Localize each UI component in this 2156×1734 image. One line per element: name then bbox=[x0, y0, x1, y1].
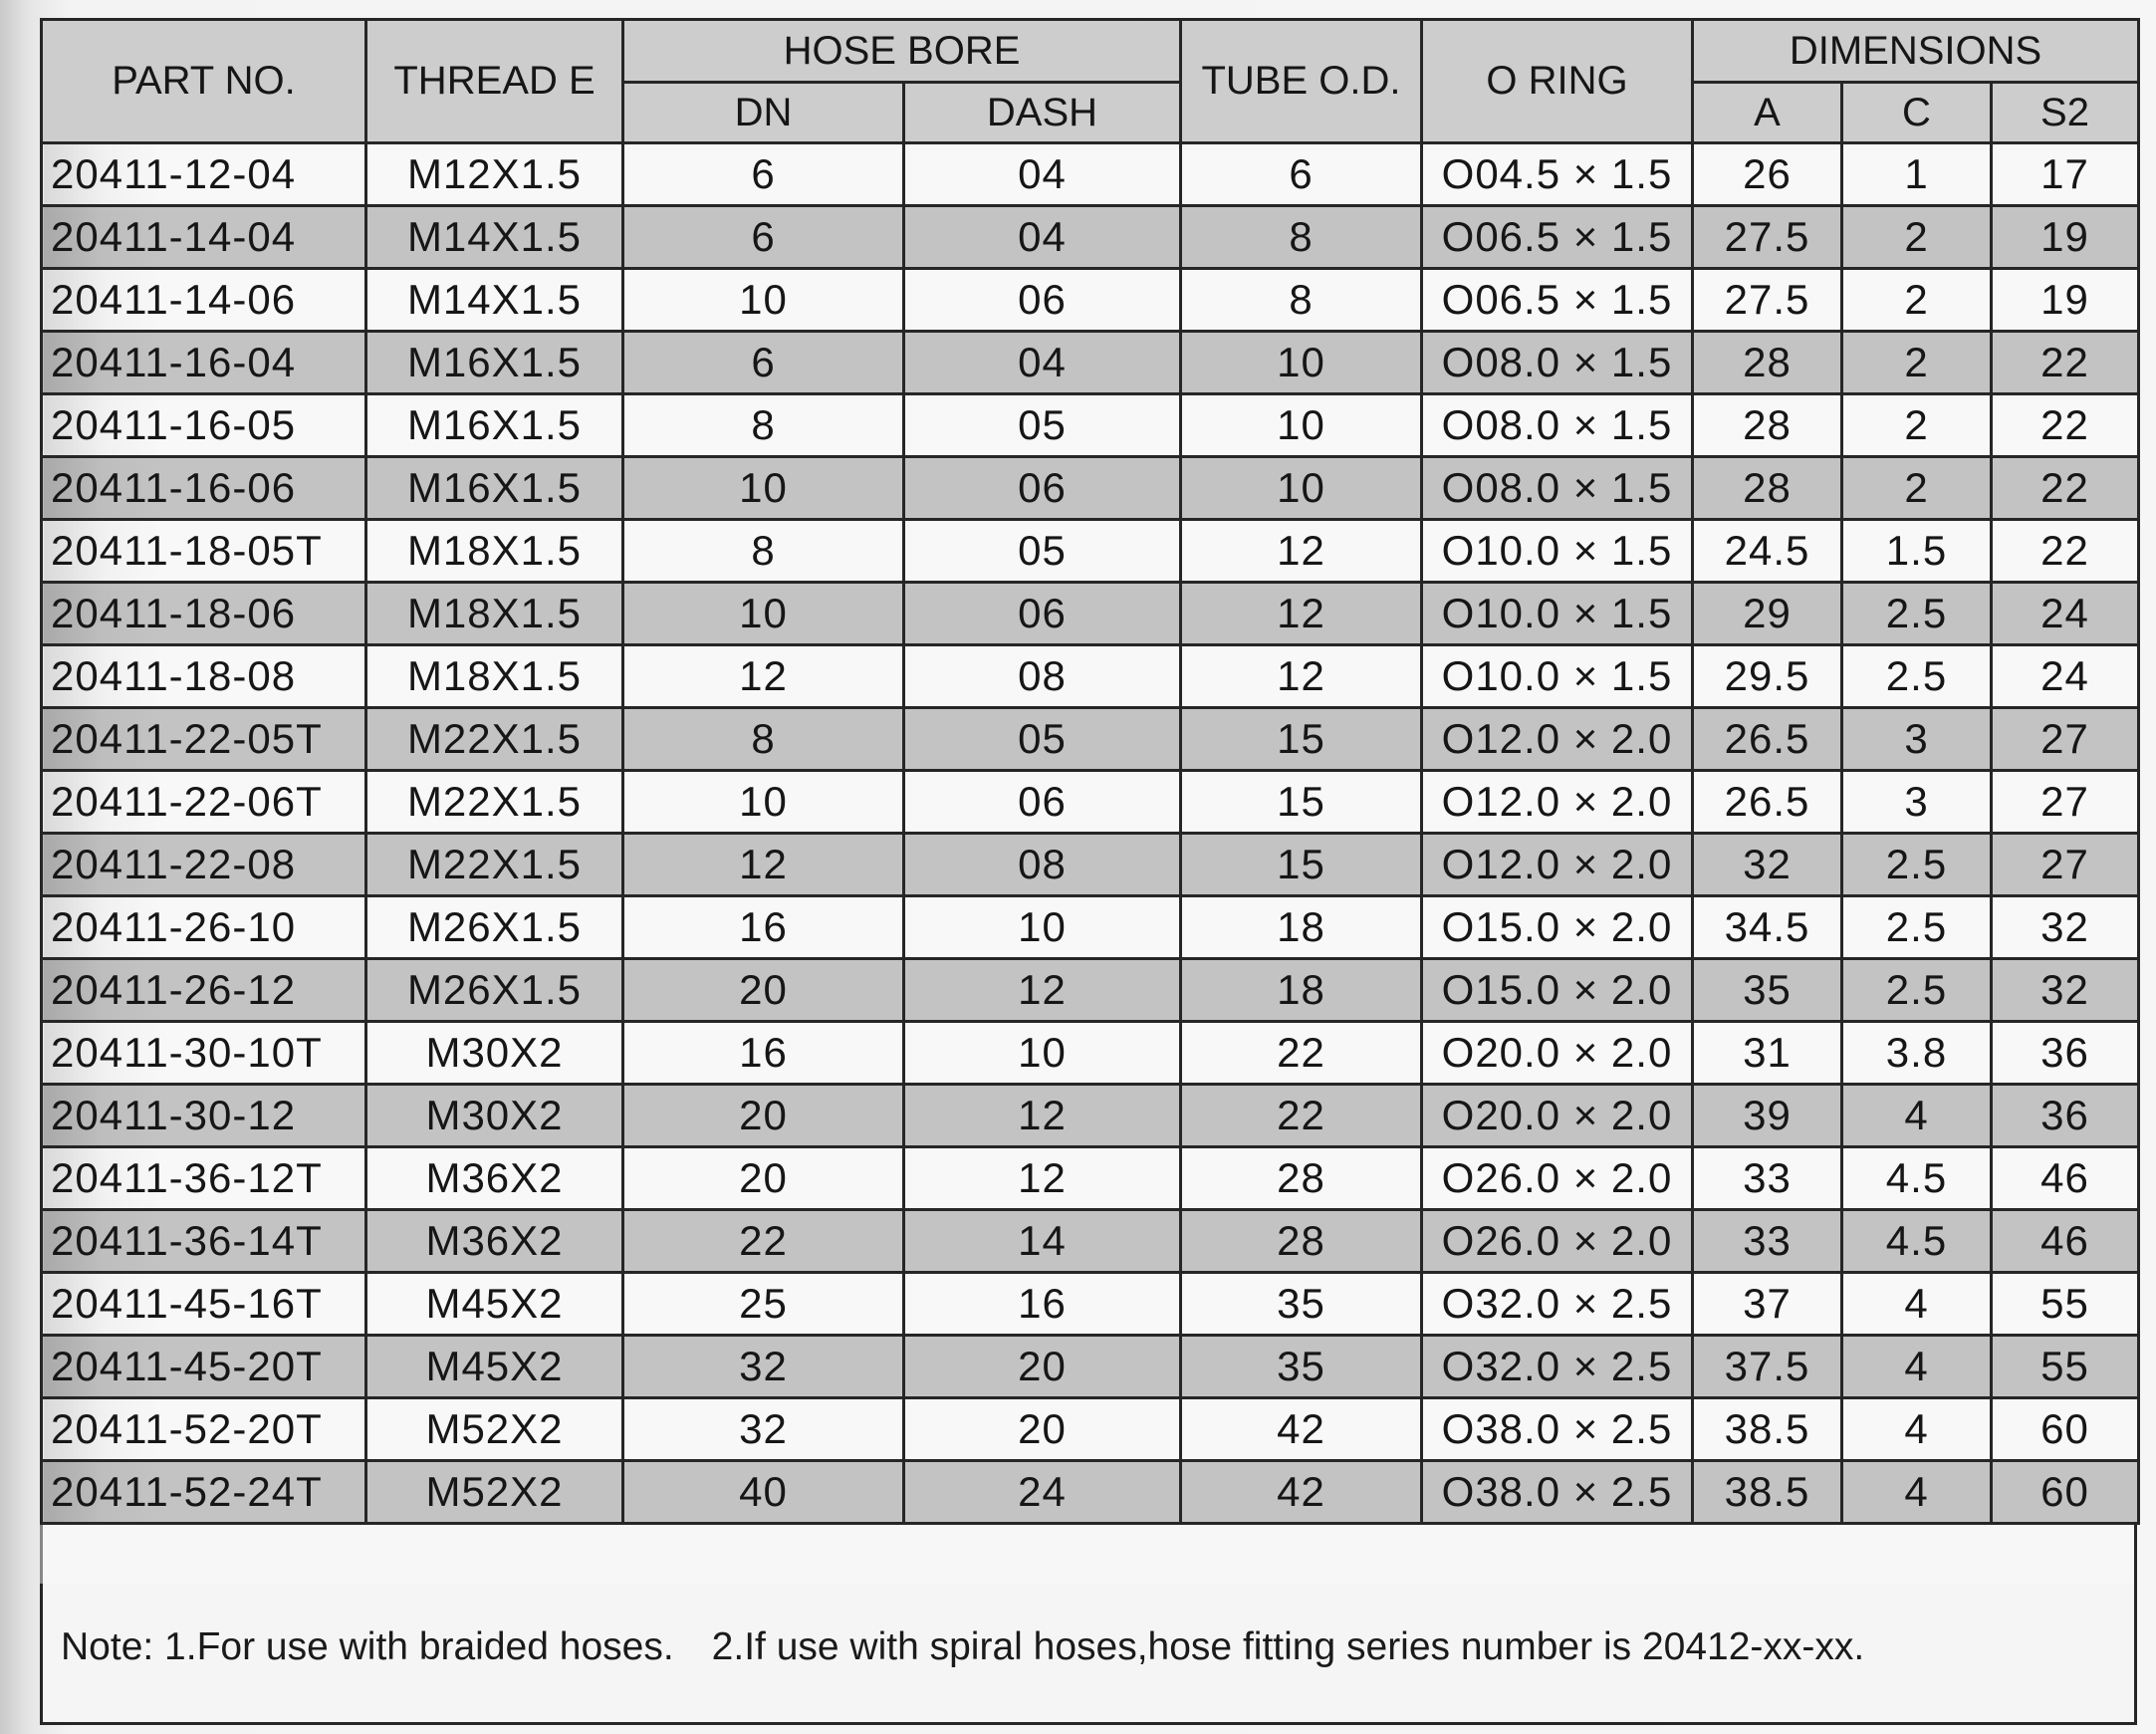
cell-o-ring: O12.0 × 2.0 bbox=[1422, 708, 1693, 771]
cell-a: 27.5 bbox=[1693, 206, 1842, 269]
cell-o-ring: O20.0 × 2.0 bbox=[1422, 1022, 1693, 1085]
cell-o-ring: O10.0 × 1.5 bbox=[1422, 645, 1693, 708]
header-part-no: PART NO. bbox=[42, 20, 366, 143]
cell-c: 4 bbox=[1842, 1085, 1992, 1147]
cell-o-ring: O12.0 × 2.0 bbox=[1422, 834, 1693, 896]
cell-a: 28 bbox=[1693, 332, 1842, 394]
cell-thread: M16X1.5 bbox=[366, 457, 623, 520]
cell-dn: 12 bbox=[623, 834, 904, 896]
cell-thread: M36X2 bbox=[366, 1147, 623, 1210]
cell-tube-od: 18 bbox=[1181, 959, 1422, 1022]
cell-a: 38.5 bbox=[1693, 1398, 1842, 1461]
cell-thread: M18X1.5 bbox=[366, 520, 623, 583]
cell-o-ring: O08.0 × 1.5 bbox=[1422, 394, 1693, 457]
cell-o-ring: O08.0 × 1.5 bbox=[1422, 457, 1693, 520]
cell-a: 28 bbox=[1693, 457, 1842, 520]
cell-s2: 55 bbox=[1992, 1273, 2139, 1336]
cell-s2: 17 bbox=[1992, 143, 2139, 206]
cell-c: 4.5 bbox=[1842, 1147, 1992, 1210]
cell-o-ring: O20.0 × 2.0 bbox=[1422, 1085, 1693, 1147]
cell-dash: 08 bbox=[904, 834, 1181, 896]
cell-c: 4.5 bbox=[1842, 1210, 1992, 1273]
header-hose-bore: HOSE BORE bbox=[623, 20, 1181, 83]
cell-a: 31 bbox=[1693, 1022, 1842, 1085]
cell-dash: 05 bbox=[904, 708, 1181, 771]
cell-c: 4 bbox=[1842, 1398, 1992, 1461]
table-header bbox=[42, 20, 2139, 143]
cell-dash: 08 bbox=[904, 645, 1181, 708]
cell-o-ring: O06.5 × 1.5 bbox=[1422, 269, 1693, 332]
table-row bbox=[42, 1147, 2139, 1210]
cell-tube-od: 6 bbox=[1181, 143, 1422, 206]
cell-thread: M16X1.5 bbox=[366, 394, 623, 457]
cell-c: 2.5 bbox=[1842, 896, 1992, 959]
cell-thread: M18X1.5 bbox=[366, 583, 623, 645]
cell-tube-od: 22 bbox=[1181, 1022, 1422, 1085]
cell-part-no: 20411-18-08 bbox=[42, 645, 366, 708]
cell-dn: 10 bbox=[623, 269, 904, 332]
cell-dash: 10 bbox=[904, 896, 1181, 959]
cell-dn: 32 bbox=[623, 1398, 904, 1461]
cell-a: 29 bbox=[1693, 583, 1842, 645]
cell-thread: M22X1.5 bbox=[366, 771, 623, 834]
cell-dn: 8 bbox=[623, 708, 904, 771]
cell-c: 2.5 bbox=[1842, 645, 1992, 708]
cell-thread: M26X1.5 bbox=[366, 896, 623, 959]
cell-tube-od: 28 bbox=[1181, 1147, 1422, 1210]
cell-c: 2 bbox=[1842, 457, 1992, 520]
cell-part-no: 20411-52-24T bbox=[42, 1461, 366, 1524]
cell-tube-od: 12 bbox=[1181, 645, 1422, 708]
cell-tube-od: 12 bbox=[1181, 583, 1422, 645]
cell-part-no: 20411-26-12 bbox=[42, 959, 366, 1022]
cell-dn: 10 bbox=[623, 583, 904, 645]
cell-s2: 32 bbox=[1992, 959, 2139, 1022]
table-row bbox=[42, 1461, 2139, 1524]
table-row bbox=[42, 143, 2139, 206]
cell-part-no: 20411-18-06 bbox=[42, 583, 366, 645]
cell-part-no: 20411-36-14T bbox=[42, 1210, 366, 1273]
note-box bbox=[40, 1584, 2137, 1725]
cell-a: 33 bbox=[1693, 1147, 1842, 1210]
cell-c: 2.5 bbox=[1842, 834, 1992, 896]
cell-a: 38.5 bbox=[1693, 1461, 1842, 1524]
cell-s2: 36 bbox=[1992, 1085, 2139, 1147]
note-text bbox=[61, 1625, 1864, 1669]
cell-dn: 12 bbox=[623, 645, 904, 708]
cell-a: 39 bbox=[1693, 1085, 1842, 1147]
cell-thread: M30X2 bbox=[366, 1022, 623, 1085]
cell-dn: 6 bbox=[623, 143, 904, 206]
cell-part-no: 20411-45-16T bbox=[42, 1273, 366, 1336]
cell-thread: M45X2 bbox=[366, 1273, 623, 1336]
cell-o-ring: O15.0 × 2.0 bbox=[1422, 896, 1693, 959]
cell-tube-od: 35 bbox=[1181, 1273, 1422, 1336]
cell-o-ring: O10.0 × 1.5 bbox=[1422, 520, 1693, 583]
cell-dn: 32 bbox=[623, 1336, 904, 1398]
cell-a: 26.5 bbox=[1693, 771, 1842, 834]
header-dn: DN bbox=[623, 83, 904, 143]
cell-a: 32 bbox=[1693, 834, 1842, 896]
cell-thread: M52X2 bbox=[366, 1398, 623, 1461]
cell-thread: M52X2 bbox=[366, 1461, 623, 1524]
cell-s2: 46 bbox=[1992, 1147, 2139, 1210]
cell-dash: 06 bbox=[904, 771, 1181, 834]
cell-dn: 25 bbox=[623, 1273, 904, 1336]
table-row bbox=[42, 332, 2139, 394]
cell-part-no: 20411-22-05T bbox=[42, 708, 366, 771]
cell-part-no: 20411-16-06 bbox=[42, 457, 366, 520]
cell-c: 2 bbox=[1842, 206, 1992, 269]
cell-a: 29.5 bbox=[1693, 645, 1842, 708]
cell-a: 24.5 bbox=[1693, 520, 1842, 583]
header-tube-od: TUBE O.D. bbox=[1181, 20, 1422, 143]
cell-dash: 06 bbox=[904, 269, 1181, 332]
cell-part-no: 20411-12-04 bbox=[42, 143, 366, 206]
table-row bbox=[42, 896, 2139, 959]
cell-dash: 14 bbox=[904, 1210, 1181, 1273]
cell-part-no: 20411-26-10 bbox=[42, 896, 366, 959]
cell-part-no: 20411-16-05 bbox=[42, 394, 366, 457]
cell-s2: 36 bbox=[1992, 1022, 2139, 1085]
cell-s2: 24 bbox=[1992, 583, 2139, 645]
cell-o-ring: O26.0 × 2.0 bbox=[1422, 1210, 1693, 1273]
table-row bbox=[42, 1398, 2139, 1461]
cell-dash: 24 bbox=[904, 1461, 1181, 1524]
cell-dash: 05 bbox=[904, 394, 1181, 457]
table-row bbox=[42, 1210, 2139, 1273]
cell-dn: 20 bbox=[623, 1147, 904, 1210]
cell-dn: 20 bbox=[623, 959, 904, 1022]
table-row bbox=[42, 771, 2139, 834]
cell-s2: 46 bbox=[1992, 1210, 2139, 1273]
cell-tube-od: 8 bbox=[1181, 206, 1422, 269]
cell-part-no: 20411-22-08 bbox=[42, 834, 366, 896]
cell-s2: 19 bbox=[1992, 269, 2139, 332]
table-row bbox=[42, 583, 2139, 645]
cell-dash: 05 bbox=[904, 520, 1181, 583]
cell-dn: 8 bbox=[623, 394, 904, 457]
cell-a: 27.5 bbox=[1693, 269, 1842, 332]
cell-s2: 60 bbox=[1992, 1461, 2139, 1524]
cell-o-ring: O32.0 × 2.5 bbox=[1422, 1273, 1693, 1336]
cell-tube-od: 10 bbox=[1181, 332, 1422, 394]
cell-o-ring: O38.0 × 2.5 bbox=[1422, 1398, 1693, 1461]
cell-c: 3.8 bbox=[1842, 1022, 1992, 1085]
cell-tube-od: 42 bbox=[1181, 1398, 1422, 1461]
cell-thread: M36X2 bbox=[366, 1210, 623, 1273]
cell-a: 35 bbox=[1693, 959, 1842, 1022]
cell-thread: M45X2 bbox=[366, 1336, 623, 1398]
cell-dash: 06 bbox=[904, 583, 1181, 645]
header-a: A bbox=[1693, 83, 1842, 143]
cell-tube-od: 8 bbox=[1181, 269, 1422, 332]
cell-dn: 16 bbox=[623, 1022, 904, 1085]
note-line-2: 2.If use with spiral hoses,hose fitting series number is 20412-xx-xx. bbox=[711, 1625, 1865, 1668]
cell-s2: 22 bbox=[1992, 332, 2139, 394]
table-row bbox=[42, 394, 2139, 457]
cell-o-ring: O38.0 × 2.5 bbox=[1422, 1461, 1693, 1524]
cell-tube-od: 28 bbox=[1181, 1210, 1422, 1273]
cell-dn: 16 bbox=[623, 896, 904, 959]
cell-part-no: 20411-30-10T bbox=[42, 1022, 366, 1085]
cell-c: 2.5 bbox=[1842, 959, 1992, 1022]
cell-thread: M16X1.5 bbox=[366, 332, 623, 394]
spec-table bbox=[40, 18, 2140, 1525]
cell-a: 34.5 bbox=[1693, 896, 1842, 959]
cell-part-no: 20411-14-04 bbox=[42, 206, 366, 269]
cell-c: 3 bbox=[1842, 771, 1992, 834]
cell-c: 2.5 bbox=[1842, 583, 1992, 645]
table-row bbox=[42, 708, 2139, 771]
cell-a: 28 bbox=[1693, 394, 1842, 457]
cell-s2: 22 bbox=[1992, 520, 2139, 583]
cell-o-ring: O12.0 × 2.0 bbox=[1422, 771, 1693, 834]
table-row bbox=[42, 1022, 2139, 1085]
cell-tube-od: 15 bbox=[1181, 771, 1422, 834]
cell-dash: 10 bbox=[904, 1022, 1181, 1085]
cell-dn: 8 bbox=[623, 520, 904, 583]
table-row bbox=[42, 1336, 2139, 1398]
table-body bbox=[42, 143, 2139, 1524]
cell-o-ring: O15.0 × 2.0 bbox=[1422, 959, 1693, 1022]
cell-s2: 32 bbox=[1992, 896, 2139, 959]
cell-c: 2 bbox=[1842, 394, 1992, 457]
cell-dash: 12 bbox=[904, 959, 1181, 1022]
cell-part-no: 20411-52-20T bbox=[42, 1398, 366, 1461]
table-row bbox=[42, 645, 2139, 708]
cell-dash: 04 bbox=[904, 143, 1181, 206]
cell-s2: 27 bbox=[1992, 708, 2139, 771]
cell-part-no: 20411-30-12 bbox=[42, 1085, 366, 1147]
cell-thread: M12X1.5 bbox=[366, 143, 623, 206]
cell-a: 26.5 bbox=[1693, 708, 1842, 771]
cell-thread: M14X1.5 bbox=[366, 269, 623, 332]
cell-c: 4 bbox=[1842, 1273, 1992, 1336]
cell-dn: 20 bbox=[623, 1085, 904, 1147]
cell-s2: 27 bbox=[1992, 771, 2139, 834]
cell-s2: 27 bbox=[1992, 834, 2139, 896]
cell-dn: 6 bbox=[623, 206, 904, 269]
cell-c: 4 bbox=[1842, 1336, 1992, 1398]
cell-thread: M26X1.5 bbox=[366, 959, 623, 1022]
cell-o-ring: O26.0 × 2.0 bbox=[1422, 1147, 1693, 1210]
cell-s2: 24 bbox=[1992, 645, 2139, 708]
cell-o-ring: O06.5 × 1.5 bbox=[1422, 206, 1693, 269]
cell-part-no: 20411-18-05T bbox=[42, 520, 366, 583]
cell-a: 33 bbox=[1693, 1210, 1842, 1273]
cell-dn: 10 bbox=[623, 457, 904, 520]
table-row bbox=[42, 959, 2139, 1022]
cell-part-no: 20411-22-06T bbox=[42, 771, 366, 834]
header-thread: THREAD E bbox=[366, 20, 623, 143]
cell-dash: 12 bbox=[904, 1147, 1181, 1210]
cell-part-no: 20411-14-06 bbox=[42, 269, 366, 332]
cell-a: 37 bbox=[1693, 1273, 1842, 1336]
cell-dash: 04 bbox=[904, 332, 1181, 394]
note-line-1: Note: 1.For use with braided hoses. bbox=[61, 1625, 674, 1668]
cell-dash: 16 bbox=[904, 1273, 1181, 1336]
cell-o-ring: O10.0 × 1.5 bbox=[1422, 583, 1693, 645]
table-row bbox=[42, 457, 2139, 520]
cell-s2: 22 bbox=[1992, 394, 2139, 457]
cell-c: 2 bbox=[1842, 269, 1992, 332]
cell-s2: 60 bbox=[1992, 1398, 2139, 1461]
cell-tube-od: 35 bbox=[1181, 1336, 1422, 1398]
cell-dn: 22 bbox=[623, 1210, 904, 1273]
cell-dn: 10 bbox=[623, 771, 904, 834]
cell-tube-od: 15 bbox=[1181, 834, 1422, 896]
cell-thread: M22X1.5 bbox=[366, 834, 623, 896]
header-dash: DASH bbox=[904, 83, 1181, 143]
cell-dash: 20 bbox=[904, 1336, 1181, 1398]
cell-tube-od: 22 bbox=[1181, 1085, 1422, 1147]
cell-tube-od: 18 bbox=[1181, 896, 1422, 959]
cell-tube-od: 12 bbox=[1181, 520, 1422, 583]
cell-tube-od: 10 bbox=[1181, 457, 1422, 520]
cell-s2: 55 bbox=[1992, 1336, 2139, 1398]
header-s2: S2 bbox=[1992, 83, 2139, 143]
cell-c: 3 bbox=[1842, 708, 1992, 771]
table-row bbox=[42, 1273, 2139, 1336]
header-c: C bbox=[1842, 83, 1992, 143]
cell-tube-od: 42 bbox=[1181, 1461, 1422, 1524]
cell-thread: M14X1.5 bbox=[366, 206, 623, 269]
cell-dn: 40 bbox=[623, 1461, 904, 1524]
table-row bbox=[42, 1085, 2139, 1147]
cell-tube-od: 10 bbox=[1181, 394, 1422, 457]
cell-o-ring: O04.5 × 1.5 bbox=[1422, 143, 1693, 206]
cell-c: 2 bbox=[1842, 332, 1992, 394]
table-row bbox=[42, 206, 2139, 269]
cell-c: 1 bbox=[1842, 143, 1992, 206]
cell-c: 1.5 bbox=[1842, 520, 1992, 583]
cell-dn: 6 bbox=[623, 332, 904, 394]
cell-o-ring: O08.0 × 1.5 bbox=[1422, 332, 1693, 394]
cell-part-no: 20411-36-12T bbox=[42, 1147, 366, 1210]
cell-dash: 06 bbox=[904, 457, 1181, 520]
cell-part-no: 20411-45-20T bbox=[42, 1336, 366, 1398]
cell-a: 37.5 bbox=[1693, 1336, 1842, 1398]
header-o-ring: O RING bbox=[1422, 20, 1693, 143]
table-row bbox=[42, 834, 2139, 896]
cell-thread: M22X1.5 bbox=[366, 708, 623, 771]
cell-thread: M18X1.5 bbox=[366, 645, 623, 708]
cell-o-ring: O32.0 × 2.5 bbox=[1422, 1336, 1693, 1398]
cell-c: 4 bbox=[1842, 1461, 1992, 1524]
cell-dash: 20 bbox=[904, 1398, 1181, 1461]
cell-a: 26 bbox=[1693, 143, 1842, 206]
table-row bbox=[42, 520, 2139, 583]
cell-thread: M30X2 bbox=[366, 1085, 623, 1147]
cell-s2: 19 bbox=[1992, 206, 2139, 269]
cell-s2: 22 bbox=[1992, 457, 2139, 520]
table-row bbox=[42, 269, 2139, 332]
cell-dash: 04 bbox=[904, 206, 1181, 269]
cell-part-no: 20411-16-04 bbox=[42, 332, 366, 394]
cell-dash: 12 bbox=[904, 1085, 1181, 1147]
cell-tube-od: 15 bbox=[1181, 708, 1422, 771]
header-dimensions: DIMENSIONS bbox=[1693, 20, 2139, 83]
